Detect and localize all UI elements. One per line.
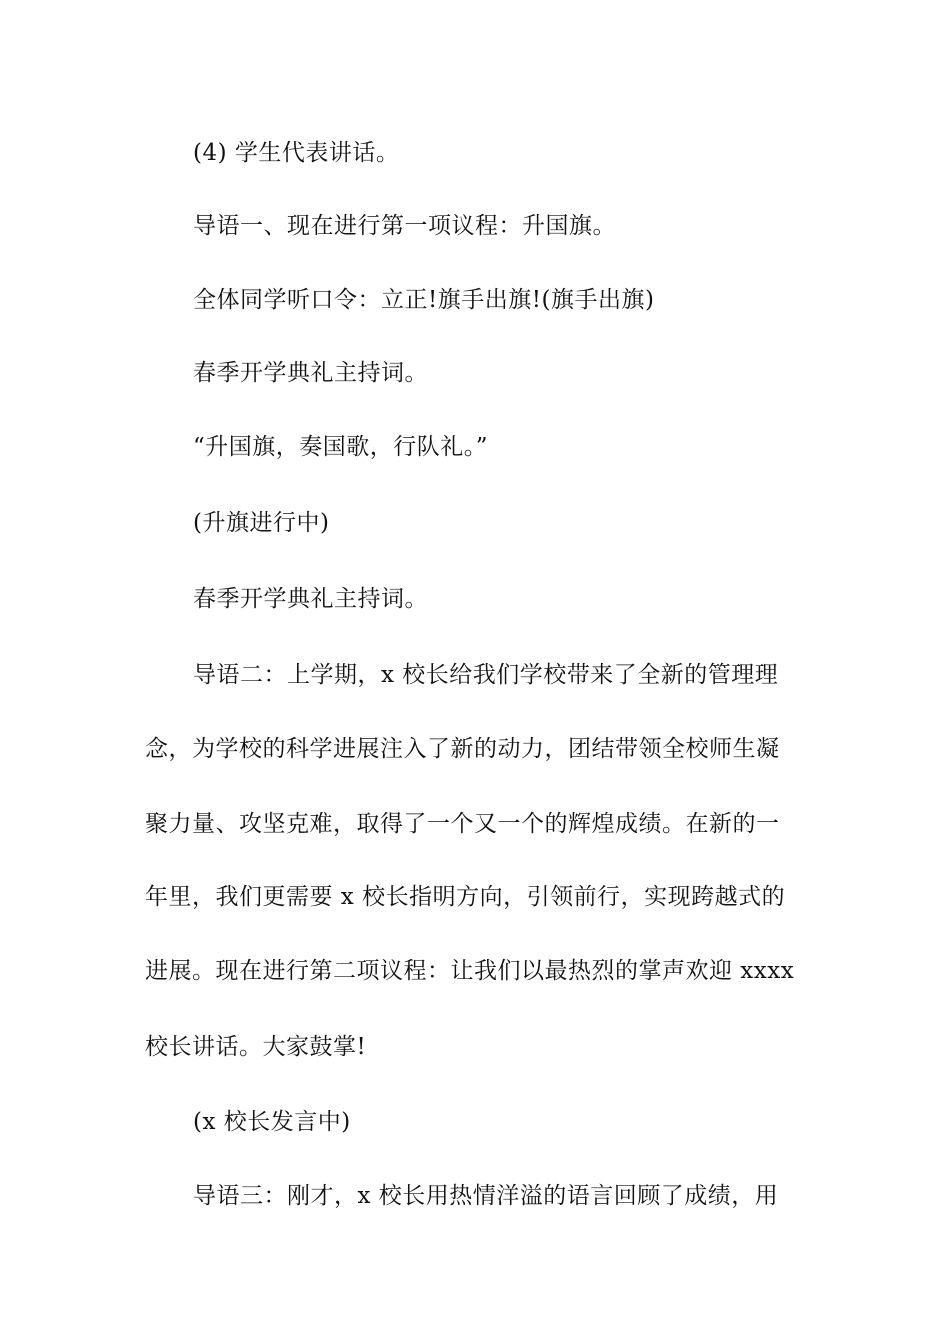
text-line: 导语二：上学期，x 校长给我们学校带来了全新的管理理: [193, 662, 779, 688]
text-line: 春季开学典礼主持词。: [193, 586, 428, 612]
text-line: “升国旗，奏国歌，行队礼。”: [193, 434, 489, 460]
text-line: 念，为学校的科学进展注入了新的动力，团结带领全校师生凝: [145, 736, 780, 762]
text-line: (4) 学生代表讲话。: [193, 140, 400, 166]
text-line: 导语三：刚才，x 校长用热情洋溢的语言回顾了成绩，用: [193, 1183, 779, 1209]
text-line: 全体同学听口令：立正!旗手出旗!(旗手出旗): [193, 287, 655, 313]
text-line: 校长讲话。大家鼓掌!: [145, 1034, 367, 1060]
text-line: (x 校长发言中): [193, 1109, 351, 1135]
text-line: 导语一、现在进行第一项议程：升国旗。: [193, 213, 616, 239]
text-line: 年里，我们更需要 x 校长指明方向，引领前行，实现跨越式的: [145, 884, 786, 910]
text-line: (升旗进行中): [193, 510, 330, 536]
text-line: 进展。现在进行第二项议程：让我们以最热烈的掌声欢迎 xxxx: [145, 958, 795, 984]
text-line: 聚力量、攻坚克难，取得了一个又一个的辉煌成绩。在新的一: [145, 811, 780, 837]
text-line: 春季开学典礼主持词。: [193, 360, 428, 386]
